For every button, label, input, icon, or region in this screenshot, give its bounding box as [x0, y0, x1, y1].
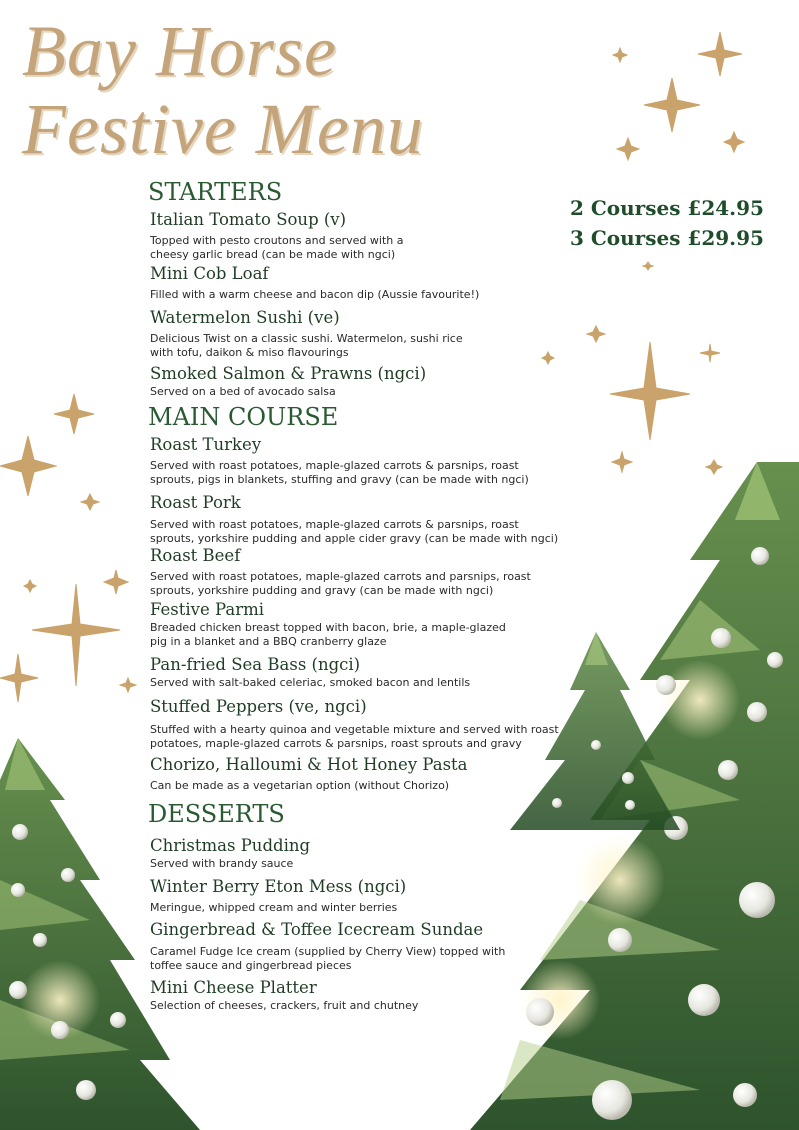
menu-item-desc: pig in a blanket and a BBQ cranberry glaze	[150, 635, 387, 648]
menu-item-desc: Can be made as a vegetarian option (without Chorizo)	[150, 779, 450, 792]
price-two-courses: 2 Courses £24.95	[570, 196, 764, 220]
section-heading-desserts: DESSERTS	[148, 800, 285, 828]
menu-item-desc: sprouts, yorkshire pudding and apple cider gravy (can be made with ngci)	[150, 532, 559, 545]
menu-item-desc: Caramel Fudge Ice cream (supplied by Cherry View) topped with	[150, 945, 506, 958]
section-heading-main: MAIN COURSE	[148, 403, 339, 431]
menu-item-title: Mini Cheese Platter	[150, 978, 317, 997]
menu-item-desc: potatoes, maple-glazed carrots & parsnips, roast sprouts and gravy	[150, 737, 522, 750]
menu-item-title: Christmas Pudding	[150, 836, 311, 855]
menu-item-title: Italian Tomato Soup (v)	[150, 210, 347, 229]
menu-item-title: Pan-fried Sea Bass (ngci)	[150, 655, 361, 674]
menu-item-desc: Selection of cheeses, crackers, fruit and chutney	[150, 999, 419, 1012]
menu-item-desc: Served with roast potatoes, maple-glazed carrots and parsnips, roast	[150, 570, 531, 583]
menu-title-line-1: Bay Horse	[22, 11, 337, 91]
menu-item-title: Stuffed Peppers (ve, ngci)	[150, 697, 367, 716]
menu-item-desc: sprouts, pigs in blankets, stuffing and gravy (can be made with ngci)	[150, 473, 529, 486]
menu-item-desc: Breaded chicken breast topped with bacon, brie, a maple-glazed	[150, 621, 506, 634]
menu-item-title: Roast Beef	[150, 546, 241, 565]
menu-item-desc: cheesy garlic bread (can be made with ngci)	[150, 248, 396, 261]
menu-item-desc: Served with roast potatoes, maple-glazed carrots & parsnips, roast	[150, 459, 519, 472]
menu-title-line-2: Festive Menu	[22, 89, 424, 169]
menu-item-title: Watermelon Sushi (ve)	[150, 308, 340, 327]
menu-item-title: Winter Berry Eton Mess (ngci)	[150, 877, 407, 896]
menu-item-desc: Topped with pesto croutons and served with a	[150, 234, 404, 247]
menu-item-desc: Delicious Twist on a classic sushi. Watermelon, sushi rice	[150, 332, 463, 345]
menu-item-title: Roast Turkey	[150, 435, 262, 454]
menu-item-title: Festive Parmi	[150, 600, 265, 619]
menu-item-title: Mini Cob Loaf	[150, 264, 269, 283]
menu-item-desc: Served on a bed of avocado salsa	[150, 385, 336, 398]
menu-item-title: Gingerbread & Toffee Icecream Sundae	[150, 920, 484, 939]
menu-item-desc: Served with brandy sauce	[150, 857, 294, 870]
menu-item-desc: Stuffed with a hearty quinoa and vegetable mixture and served with roast	[150, 723, 559, 736]
menu-item-desc: sprouts, yorkshire pudding and gravy (can be made with ngci)	[150, 584, 494, 597]
price-box	[570, 193, 764, 253]
section-heading-starters: STARTERS	[148, 178, 283, 206]
menu-item-title: Chorizo, Halloumi & Hot Honey Pasta	[150, 755, 468, 774]
menu-item-desc: Served with roast potatoes, maple-glazed carrots & parsnips, roast	[150, 518, 519, 531]
menu-item-desc: with tofu, daikon & miso flavourings	[150, 346, 349, 359]
price-three-courses: 3 Courses £29.95	[570, 226, 764, 250]
menu-item-desc: Meringue, whipped cream and winter berries	[150, 901, 398, 914]
menu-item-desc: Filled with a warm cheese and bacon dip (Aussie favourite!)	[150, 288, 480, 301]
menu-item-title: Roast Pork	[150, 493, 241, 512]
menu-item-title: Smoked Salmon & Prawns (ngci)	[150, 364, 427, 383]
menu-item-desc: Served with salt-baked celeriac, smoked bacon and lentils	[150, 676, 471, 689]
menu-item-desc: toffee sauce and gingerbread pieces	[150, 959, 352, 972]
